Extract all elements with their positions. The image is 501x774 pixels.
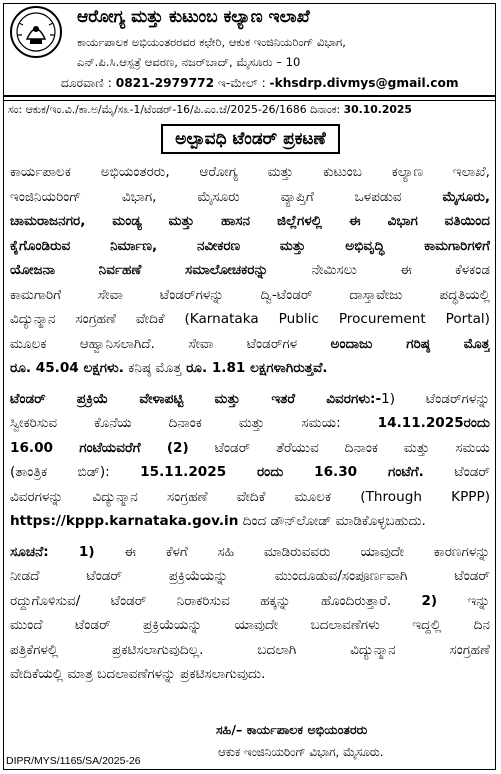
text: ಪತ್ರಿಕೆಗಳಲ್ಲಿ ಪ್ರಕಟಿಸಲಾಗುವುದಿಲ್ಲ. ಬದಲಾಗಿ ವಿದ್ಯುನ್ಮಾನ ಸಂಗ್ರಹಣೆ [10, 641, 490, 658]
email-label: ಇ-ಮೇಲ್ : [217, 76, 266, 90]
text: ವೇದಿಕೆಯಲ್ಲಿ ಮಾತ್ರ ಬದಲಾವಣೆಗಳನ್ನು ಪ್ರಕಟಿಸಲಾಗುವುದು. [10, 666, 266, 682]
title-area [0, 124, 501, 154]
text: ರೂ. 1.81 ಲಕ್ಷಗಳಾಗಿರುತ್ತವೆ. [186, 360, 328, 376]
para2-line [10, 460, 490, 485]
text: ರೂ. 45.04 ಲಕ್ಷಗಳು. [10, 360, 124, 376]
phone-number: 0821-2979772 [115, 76, 215, 90]
para1-line [10, 234, 490, 259]
para3-line [10, 540, 490, 565]
text: 16.00 ಗಂಟೆಯವರೆಗೆ (2) [10, 439, 189, 456]
text: ಚಾಮರಾಜನಗರ, ಮಂಡ್ಯ ಮತ್ತು ಹಾಸನ ಜಿಲ್ಲೆಗಳಲ್ಲಿ ಈ ವಿಭಾಗ ವತಿಯಿಂದ [10, 213, 490, 229]
kppp-link[interactable]: https://kppp.karnataka.gov.in [10, 513, 239, 529]
date-label: ದಿನಾಂಕ: [310, 103, 341, 116]
para3-line [10, 564, 490, 589]
notice-body [10, 160, 490, 687]
header-divider-thin [3, 100, 496, 101]
text: ವಿವರಗಳನ್ನು ವಿದ್ಯುನ್ಮಾನ ಸಂಗ್ರಹಣೆ ವೇದಿಕೆ ಮೂಲಕ (Through KPPP) [10, 488, 490, 505]
email-address: -khsdrp.divmys@gmail.com [269, 76, 459, 90]
note-label: ಸೂಚನೆ: 1) [10, 543, 95, 560]
text: ನೇಮಿಸಲು ಈ ಕೆಳಕಂಡ [268, 262, 490, 278]
para1-line [10, 283, 490, 308]
signature-title: ಸಹಿ/– ಕಾರ್ಯಪಾಲಕ ಅಭಿಯಂತರರು [216, 722, 368, 737]
office-address-line2: ಎನ್.ಪಿ.ಸಿ.ಆಸ್ಪತ್ರೆ ಆವರಣ, ನಜರ್‌ಬಾದ್, ಮೈಸೂರು – 10 [77, 55, 301, 69]
department-name: ಆರೋಗ್ಯ ಮತ್ತು ಕುಟುಂಬ ಕಲ್ಯಾಣ ಇಲಾಖೆ [77, 7, 310, 27]
text: ನೀಡದೆ ಟೆಂಡರ್ ಪ್ರಕ್ರಿಯೆಯನ್ನು ಮುಂದೂಡುವ/ಸಂಪೂರ್ಣವಾಗಿ ಟೆಂಡರ್ [10, 568, 490, 584]
text: ಯೋಜನಾ ನಿರ್ವಹಣೆ ಸಮಾಲೋಚಕರನ್ನು [10, 262, 269, 278]
para1-line [10, 160, 490, 185]
text: ಕಾಮಗಾರಿಗೆ ಸೇವಾ ಟೆಂಡರ್‌ಗಳನ್ನು ದ್ವಿ-ಟೆಂಡರ್ ದಾಸ್ತಾವೇಜು ಪದ್ಧತಿಯಲ್ಲಿ [10, 286, 490, 303]
reference-number: ಸಂ: ಆಕುಕ/ಇಂ.ವಿ./ಕಾ.ಅ/ಮೈ/ಸ೩-1/ಟೆಂಡರ್-16/ಪಿ.ಎಂ.ಜೆ/2025-26/1686 [8, 103, 307, 116]
text: 15.11.2025 ರಂದು 16.30 ಗಂಟೆಗೆ. [140, 464, 424, 480]
text: ಕನಿಷ್ಠ ಮೊತ್ತ [123, 360, 187, 376]
contact-line [61, 76, 459, 91]
text: ಕೈಗೊಂಡಿರುವ ನಿರ್ಮಾಣ, ನವೀಕರಣ ಮತ್ತು ಅಭಿವೃದ್ಧಿ ಕಾಮಗಾರಿಗಳಿಗೆ [10, 237, 490, 254]
text: ಈ ಕೆಳಗೆ ಸಹಿ ಮಾಡಿರುವವರು ಯಾವುದೇ ಕಾರಣಗಳನ್ನು [94, 543, 490, 560]
para2-line [10, 509, 490, 534]
para2-line [10, 387, 490, 412]
para1-line [10, 332, 490, 357]
para1-line [10, 185, 490, 210]
para2-line [10, 436, 490, 461]
dipr-code: DIPR/MYS/1165/SA/2025-26 [6, 755, 141, 767]
text: ಮೈಸೂರು, [442, 188, 490, 205]
para2-line [10, 411, 490, 436]
letterhead [3, 3, 496, 98]
para3-line [10, 638, 490, 663]
text: 1) ಟೆಂಡರ್‌ಗಳನ್ನು [381, 390, 490, 407]
notice-title: ಅಲ್ಪಾವಧಿ ಟೆಂಡರ್ ಪ್ರಕಟಣೆ [161, 124, 340, 154]
notice-date: 30.10.2025 [343, 103, 412, 116]
text: ಸ್ವೀಕರಿಸುವ ಕೊನೆಯ ದಿನಾಂಕ ಮತ್ತು ಸಮಯ: [10, 415, 378, 431]
text: ಟೆಂಡರ್ ತೆರೆಯುವ ದಿನಾಂಕ ಮತ್ತು ಸಮಯ [188, 439, 490, 456]
text: ಮೂಲಕ ಆಹ್ವಾನಿಸಲಾಗಿದೆ. ಸೇವಾ ಟೆಂಡರ್‌ಗಳ [10, 335, 331, 352]
text: 2) [421, 592, 438, 609]
text: ಇಂಜಿನಿಯರಿಂಗ್ ವಿಭಾಗ, ಮೈಸೂರು ವ್ಯಾಪ್ತಿಗೆ ಒಳಪಡುವ [10, 188, 443, 205]
text: ಟೆಂಡರ್ ಪ್ರಕ್ರಿಯೆ ವೇಳಾಪಟ್ಟಿ ಮತ್ತು ಇತರೆ ವಿವರಗಳು:- [10, 390, 382, 407]
para3-line [10, 589, 490, 614]
para1-line [10, 258, 490, 283]
karnataka-emblem-icon [9, 5, 63, 59]
text: ರದ್ದುಗೊಳಿಸುವ/ ಟೆಂಡರ್ ನಿರಾಕರಿಸುವ ಹಕ್ಕನ್ನು ಹೊಂದಿರುತ್ತಾರೆ. [10, 592, 422, 609]
phone-label: ದೂರವಾಣಿ : [61, 76, 112, 90]
text: ದಿಂದ ಡೌನ್‌ಲೋಡ್ ಮಾಡಿಕೊಳ್ಳಬಹುದು. [238, 513, 426, 529]
signature-office: ಆಕುಕ ಇಂಜಿನಿಯರಿಂಗ್ ವಿಭಾಗ, ಮೈಸೂರು. [218, 745, 384, 759]
text: ಅಂದಾಜು ಗರಿಷ್ಠ ಮೊತ್ತ [330, 335, 490, 352]
para3-line [10, 613, 490, 638]
para1-line [10, 356, 490, 381]
text: ಇನ್ನು [437, 592, 490, 609]
text: ವಿದ್ಯುನ್ಮಾನ ಸಂಗ್ರಹಣೆ ವೇದಿಕೆ (Karnataka Public Procurement Portal) [10, 311, 490, 327]
para3-line [10, 662, 490, 687]
text: ಕಾರ್ಯಪಾಲಕ ಅಭಿಯಂತರರು, ಆರೋಗ್ಯ ಮತ್ತು ಕುಟುಂಬ ಕಲ್ಯಾಣ ಇಲಾಖೆ, [10, 164, 490, 180]
para1-line [10, 209, 490, 234]
para2-line [10, 485, 490, 510]
office-address-line1: ಕಾರ್ಯಪಾಲಕ ಅಭಿಯಂತರರವರ ಕಛೇರಿ, ಆಕುಕ ಇಂಜಿನಿಯರಿಂಗ್ ವಿಭಾಗ, [77, 35, 346, 49]
para1-line [10, 307, 490, 332]
text: ಟೆಂಡರ್ [423, 464, 490, 480]
text: (ತಾಂತ್ರಿಕ ಬಿಡ್): [10, 464, 141, 480]
header-divider-thick [3, 95, 496, 97]
text: 14.11.2025ರಂದು [377, 415, 490, 431]
reference-line [8, 103, 494, 117]
text: ಮುಂದೆ ಟೆಂಡರ್ ಪ್ರಕ್ರಿಯೆಯನ್ನು ಯಾವುದೇ ಬದಲಾವಣೆಗಳು ಇದ್ದಲ್ಲಿ ದಿನ [10, 617, 490, 633]
